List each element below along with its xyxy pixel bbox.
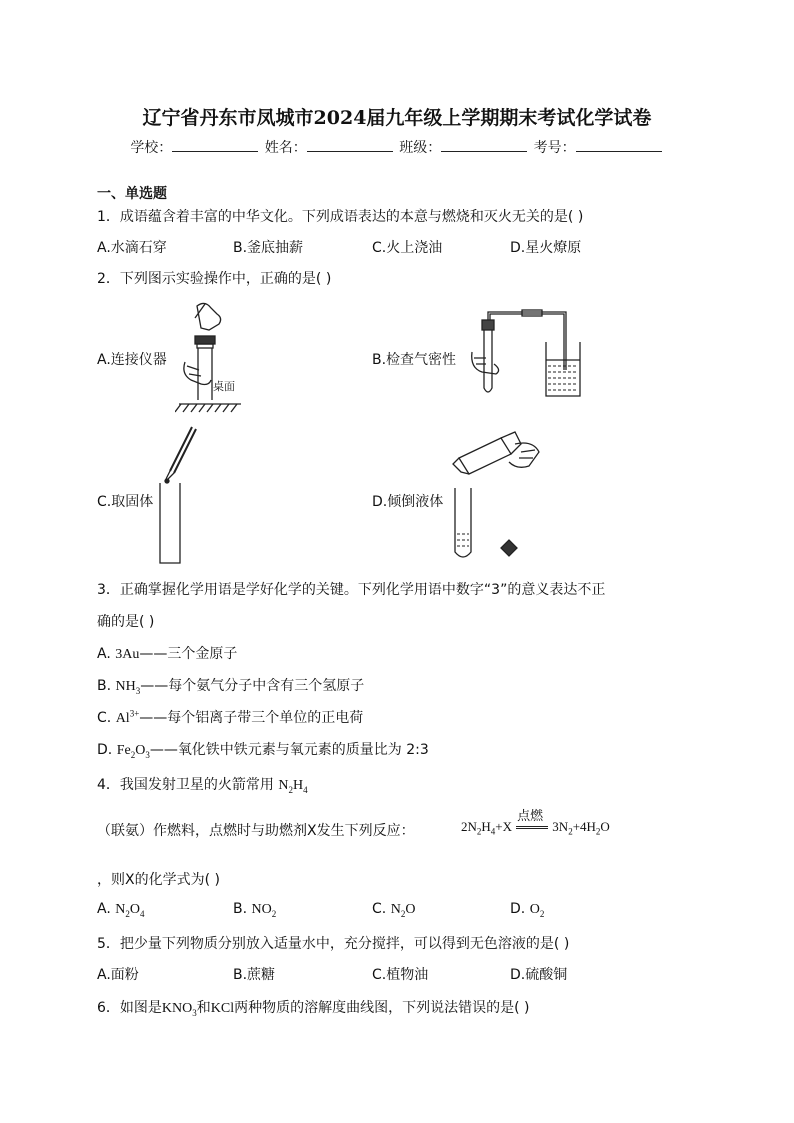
q2-option-d: D.倾倒液体 bbox=[372, 494, 444, 510]
q4-option-b: B. $NO_2$ bbox=[233, 901, 277, 919]
question-4-stem-line2: （联氨）作燃料，点燃时与助燃剂X发生下列反应： bbox=[97, 823, 415, 839]
q2-option-c: C.取固体 bbox=[97, 494, 154, 510]
q2-option-b: B.检查气密性 bbox=[372, 352, 457, 368]
question-5-stem: 5．把少量下列物质分别放入适量水中，充分搅拌，可以得到无色溶液的是( ) bbox=[97, 936, 570, 952]
school-field[interactable] bbox=[172, 139, 258, 152]
question-4-stem-line3: ，则X的化学式为( ) bbox=[97, 872, 220, 888]
name-label: 姓名： bbox=[264, 140, 307, 156]
reaction-condition: 点燃 bbox=[517, 808, 544, 824]
class-label: 班级： bbox=[399, 140, 442, 156]
q4-equation: $2N_2H_4+X$ 点燃 $3N_2+4H_2O$ bbox=[461, 819, 610, 837]
desk-label: 桌面 bbox=[213, 380, 235, 393]
q1-option-c: C.火上浇油 bbox=[372, 240, 443, 256]
name-field[interactable] bbox=[307, 139, 393, 152]
question-3-stem-line2: 确的是( ) bbox=[97, 614, 155, 630]
exam-title: 辽宁省丹东市凤城市2024届九年级上学期期末考试化学试卷 bbox=[142, 107, 652, 129]
q4-option-d: D. $O_2$ bbox=[510, 901, 545, 919]
question-3-stem-line1: 3．正确掌握化学用语是学好化学的关键。下列化学用语中数字“3”的意义表达不正 bbox=[97, 582, 606, 598]
q3-option-c: C. $Al^{3+}——$每个铝离子带三个单位的正电荷 bbox=[97, 708, 364, 726]
number-field[interactable] bbox=[576, 139, 662, 152]
question-2-stem: 2．下列图示实验操作中，正确的是( ) bbox=[97, 271, 332, 287]
figure-take-solid bbox=[152, 425, 202, 567]
q5-option-d: D.硫酸铜 bbox=[510, 967, 568, 983]
question-4-stem-line1: 4．我国发射卫星的火箭常用 $N_2H_4$ bbox=[97, 777, 308, 795]
figure-connect-apparatus bbox=[175, 300, 245, 415]
q1-option-a: A.水滴石穿 bbox=[97, 240, 167, 256]
q5-option-a: A.面粉 bbox=[97, 967, 139, 983]
q1-option-b: B.釜底抽薪 bbox=[233, 240, 304, 256]
school-label: 学校： bbox=[130, 140, 173, 156]
student-info-line bbox=[0, 137, 794, 157]
question-1-stem: 1．成语蕴含着丰富的中华文化。下列成语表达的本意与燃烧和灭火无关的是( ) bbox=[97, 209, 584, 225]
question-6-stem: 6．如图是$KNO_3$和KCl两种物质的溶解度曲线图，下列说法错误的是( ) bbox=[97, 1000, 530, 1018]
q5-option-b: B.蔗糖 bbox=[233, 967, 276, 983]
q4-option-c: C. $N_2O$ bbox=[372, 901, 416, 919]
q3-option-b: B. $NH_3——$每个氨气分子中含有三个氢原子 bbox=[97, 678, 365, 696]
q4-option-a: A. $N_2O_4$ bbox=[97, 901, 145, 919]
class-field[interactable] bbox=[441, 139, 527, 152]
number-label: 考号： bbox=[533, 140, 576, 156]
q3-option-d: D. $Fe_2O_3——$氧化铁中铁元素与氧元素的质量比为 2:3 bbox=[97, 742, 429, 760]
figure-pour-liquid bbox=[445, 430, 545, 562]
q3-option-a: A. 3Au——三个金原子 bbox=[97, 646, 238, 662]
section-heading: 一、单选题 bbox=[97, 186, 167, 202]
q1-option-d: D.星火燎原 bbox=[510, 240, 582, 256]
q5-option-c: C.植物油 bbox=[372, 967, 429, 983]
q2-option-a: A.连接仪器 bbox=[97, 352, 167, 368]
figure-airtight-check bbox=[468, 308, 583, 403]
